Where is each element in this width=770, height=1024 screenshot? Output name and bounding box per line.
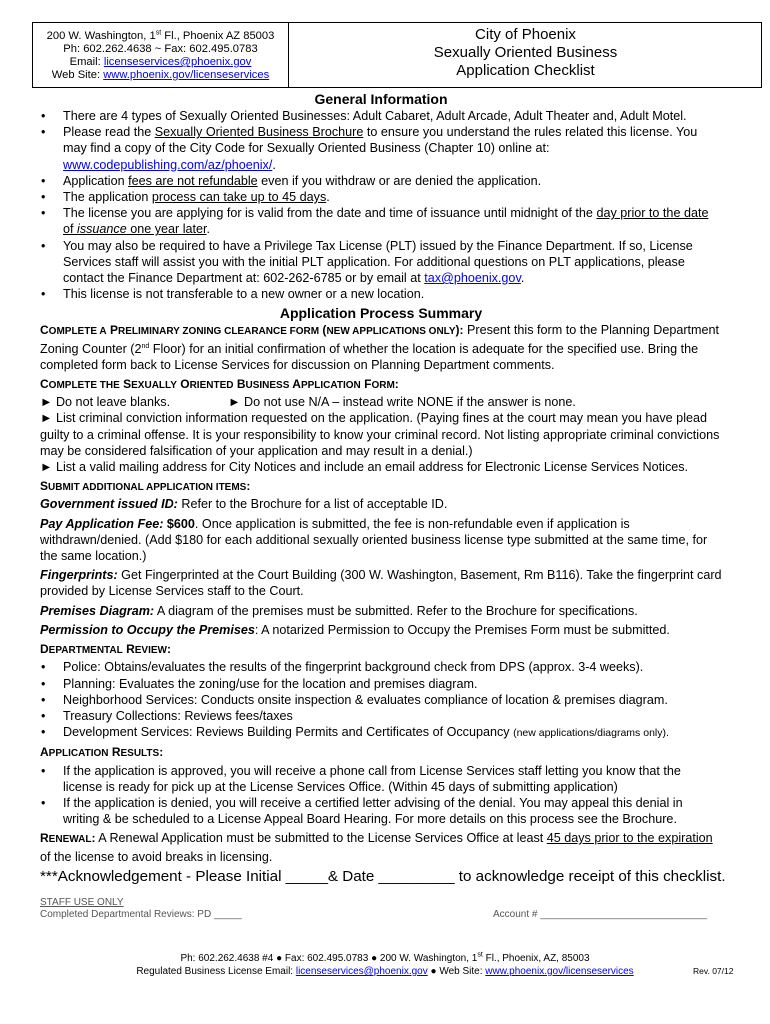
process-heading: Application Process Summary [279, 305, 483, 322]
footer [0, 952, 770, 978]
text: (new applications/diagrams only). [513, 727, 669, 740]
text: process can take up to 45 days [151, 190, 327, 205]
renewal-heading: RENEWAL: [40, 831, 96, 846]
general-list [40, 108, 722, 302]
text: The application [63, 190, 152, 205]
form-arrow-blanks [40, 394, 722, 410]
title-checklist: Application Checklist [456, 62, 595, 79]
staff-use-label: STAFF USE ONLY [40, 897, 124, 908]
contact-block [33, 23, 289, 87]
text: fees are not refundable [128, 173, 258, 188]
result-approved: • If the application is approved, you will receive a phone call from License Services staff letting you know that the license is ready for pick up at the License Services Office. (Within 45 days of submitting application) [63, 763, 722, 795]
dept-item-planning: • Planning: Evaluates the zoning/use for the location and premises diagram. [63, 676, 722, 692]
renewal-paragraph [40, 830, 722, 864]
text: ● Web Site: [427, 966, 486, 977]
web-label: Web Site: [51, 69, 104, 81]
fingerprints-label: Fingerprints: [40, 568, 118, 583]
acknowledgement-line[interactable]: ***Acknowledgement - Please Initial _____& Date _________ to acknowledge receipt of this checklist. [40, 868, 726, 885]
item-permission [40, 622, 722, 638]
item-fingerprints [40, 567, 722, 599]
form-heading: COMPLETE THE SEXUALLY ORIENTED BUSINESS APPLICATION FORM: [40, 377, 399, 392]
text: Regulated Business License Email: [136, 966, 296, 977]
dept-item-treasury: • Treasury Collections: Reviews fees/taxes [63, 708, 722, 724]
general-item-tax: • You may also be required to have a Privilege Tax License (PLT) issued by the Finance Department. If so, License Services staff will assist you with the initial PLT application. For additional questions on PLT applications, please contact the Finance Department at: 602-262-6785 or by email at tax@phoenix.gov. [63, 238, 722, 287]
text: to ensure you understand the rules related this license. You may find a copy of the City Code for Sexually Oriented Business (Chapter 10) online at: [63, 125, 698, 156]
text: ► Do not use N/A – instead write NONE if the answer is none. [228, 395, 576, 410]
dept-item-development [63, 724, 722, 741]
general-item-fees [63, 173, 722, 189]
diagram-label: Premises Diagram: [40, 603, 155, 618]
document-body [40, 90, 722, 865]
fee-amount: $600 [163, 516, 195, 531]
text: . Once application is submitted, the fee is non-refundable even if application is withdrawn/denied. (Add $180 for each additional sexually oriented business license type submitted at the same time, for the same location.) [40, 516, 708, 564]
brochure-link[interactable]: Sexually Oriented Business Brochure [154, 125, 364, 140]
general-item-validity: • The license you are applying for is valid from the date and time of issuance until midnight of the day prior to the date of issuance one year later. [63, 205, 722, 237]
text: Get Fingerprinted at the Court Building (300 W. Washington, Basement, Rm B116). Take the fingerprint card provided by License Services staff to the Court. [40, 568, 722, 599]
dept-heading: DEPARTMENTAL REVIEW: [40, 642, 171, 657]
contact-phone: Ph: 602.262.4638 ~ Fax: 602.495.0783 [63, 43, 258, 55]
item-gov-id [40, 496, 722, 512]
text: issuance [77, 222, 127, 237]
form-arrow-criminal: ► List criminal conviction information requested on the application. (Paying fines at the court may mean you have plead guilty to a criminal offense. It is your responsibility to know your criminal record. Not listing appropriate criminal convictions may be considered falsification of your application and may result in a denial.) [40, 411, 720, 458]
general-item-transfer: • This license is not transferable to a new owner or a new location. [63, 286, 722, 302]
email-label: Email: [69, 56, 104, 68]
item-fee [40, 516, 722, 565]
item-diagram [40, 603, 722, 619]
text: The license you are applying for is valid from the date and time of issuance until midnight of the [63, 206, 597, 221]
code-url-link[interactable]: www.codepublishing.com/az/phoenix/ [63, 157, 273, 172]
text: day prior to the date of [63, 206, 709, 237]
text: of the license to avoid breaks in licensing. [40, 849, 273, 864]
text: even if you withdraw or are denied the application. [257, 173, 542, 188]
contact-email-line [33, 56, 288, 69]
dept-item-police: • Police: Obtains/evaluates the results of the fingerprint background check from DPS (approx. 3-4 weeks). [63, 659, 722, 675]
text: Development Services: Reviews Building Permits and Certificates of Occupancy [63, 725, 514, 740]
text: Please read the [63, 125, 155, 140]
general-item-brochure: • Please read the Sexually Oriented Business Brochure to ensure you understand the rules related this license. You may find a copy of the City Code for Sexually Oriented Business (Chapter 10) online at: www.codepublishing.com/az/phoenix/. [63, 124, 722, 173]
email-link[interactable]: licenseservices@phoenix.gov [103, 56, 252, 68]
text: Application [63, 173, 129, 188]
text: A diagram of the premises must be submitted. Refer to the Brochure for specifications. [154, 603, 638, 618]
account-field[interactable]: Account # ______________________________ [493, 909, 708, 920]
results-heading: APPLICATION RESULTS: [40, 745, 164, 760]
footer-email-link[interactable]: licenseservices@phoenix.gov [295, 966, 428, 977]
text: one year later [126, 222, 207, 237]
submit-heading: SUBMIT ADDITIONAL APPLICATION ITEMS: [40, 479, 251, 494]
footer-website-link[interactable]: www.phoenix.gov/licenseservices [485, 966, 634, 977]
permission-label: Permission to Occupy the Premises [40, 622, 255, 637]
dept-list [40, 659, 722, 741]
zoning-heading: COMPLETE A PRELIMINARY ZONING CLEARANCE FORM (NEW APPLICATIONS ONLY): [40, 323, 464, 338]
tax-email-link[interactable]: tax@phoenix.gov [424, 271, 521, 286]
text: 45 days prior to the expiration [546, 831, 713, 846]
document-title [290, 23, 761, 87]
website-link[interactable]: www.phoenix.gov/licenseservices [103, 69, 270, 81]
staff-reviews-field[interactable]: Completed Departmental Reviews: PD _____ [40, 909, 242, 920]
general-heading: General Information [314, 91, 448, 107]
title-business: Sexually Oriented Business [433, 44, 618, 61]
text: A Renewal Application must be submitted to the License Services Office at least [95, 831, 547, 846]
general-item-types: • There are 4 types of Sexually Oriented Businesses: Adult Cabaret, Adult Arcade, Adult Theater and, Adult Motel. [63, 108, 722, 124]
fee-label: Pay Application Fee: [40, 516, 164, 531]
zoning-paragraph: COMPLETE A PRELIMINARY ZONING CLEARANCE FORM (NEW APPLICATIONS ONLY): Present this form to the Planning Department Zoning Counter (2nd Floor) for an initial confirmation of whether the location is adequate for the specified use. Bring the completed form back to License Services for discussion on Planning Department comments. [40, 323, 720, 372]
result-denied: • If the application is denied, you will receive a certified letter advising of the denial. You may appeal this denial in writing & be scheduled to a License Appeal Board Hearing. For more details on this process see the Brochure. [63, 795, 722, 827]
contact-web-line [33, 69, 288, 82]
text: You may also be required to have a Privilege Tax License (PLT) issued by the Finance Department. If so, License Services staff will assist you with the initial PLT application. For additional questions on PLT applications, please contact the Finance Department at: 602-262-6785 or by email at [63, 238, 693, 286]
contact-address: 200 W. Washington, 1st Fl., Phoenix AZ 85003 [46, 29, 275, 42]
revision-date: Rev. 07/12 [693, 966, 734, 976]
dept-item-neighborhood: • Neighborhood Services: Conducts onsite inspection & evaluates compliance of location & premises diagram. [63, 692, 722, 708]
general-item-process-time: • The application process can take up to 45 days. [63, 189, 722, 205]
staff-use-block [40, 897, 242, 921]
header-box [32, 22, 762, 88]
text: Refer to the Brochure for a list of acceptable ID. [177, 497, 448, 512]
footer-contact: Ph: 602.262.4638 #4 ● Fax: 602.495.0783 ● 200 W. Washington, 1st Fl., Phoenix, AZ, 85003 [180, 951, 590, 964]
form-arrow-address: ► List a valid mailing address for City Notices and include an email address for Electronic License Services Notices. [40, 460, 689, 475]
text: ► Do not leave blanks. [40, 395, 171, 410]
results-list [40, 763, 722, 828]
title-city: City of Phoenix [475, 26, 576, 43]
gov-id-label: Government issued ID: [40, 497, 178, 512]
footer-links [0, 965, 770, 978]
text: : A notarized Permission to Occupy the Premises Form must be submitted. [254, 622, 670, 637]
